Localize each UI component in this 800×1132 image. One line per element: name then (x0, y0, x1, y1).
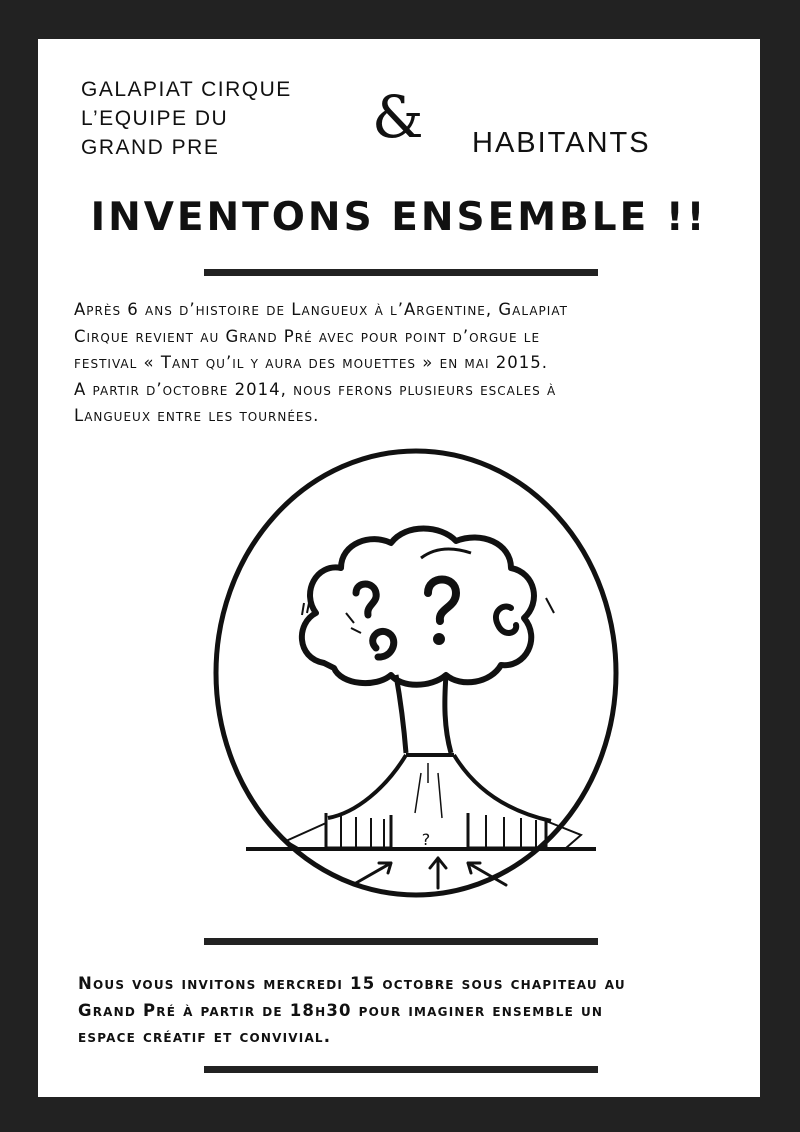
intro-line-3: festival « Tant qu’il y aura des mouettes » en mai 2015. (74, 353, 549, 372)
base-question-mark: ? (421, 830, 431, 849)
organizers-block (81, 75, 292, 162)
divider-bottom (204, 1066, 598, 1073)
ampersand: & (372, 83, 424, 151)
organizer-line-2: L’EQUIPE DU (81, 107, 229, 130)
organizer-line-3: GRAND PRE (81, 136, 220, 159)
invitation-paragraph (78, 971, 738, 1051)
invitation-line-2: Grand Pré à partir de 18h30 pour imaginer ensemble un (78, 1000, 604, 1020)
invitation-line-1: Nous vous invitons mercredi 15 octobre sous chapiteau au (78, 974, 626, 993)
partner-label: HABITANTS (472, 127, 651, 159)
volcano-tent-illustration (206, 443, 626, 903)
organizer-line-1: GALAPIAT CIRQUE (81, 78, 292, 101)
divider-middle (204, 938, 598, 945)
illustration-circle (216, 451, 616, 895)
intro-line-1: Après 6 ans d’histoire de Langueux à l’Argentine, Galapiat (74, 300, 568, 319)
divider-top (204, 269, 598, 276)
invitation-line-3: espace créatif et convivial. (78, 1027, 332, 1046)
poster-page (38, 39, 760, 1097)
intro-paragraph (74, 297, 724, 430)
headline: INVENTONS ENSEMBLE !! (90, 195, 708, 240)
intro-line-5: Langueux entre les tournées. (74, 406, 320, 425)
intro-line-4: A partir d’octobre 2014, nous ferons plusieurs escales à (74, 379, 557, 399)
intro-line-2: Cirque revient au Grand Pré avec pour point d’orgue le (74, 326, 541, 346)
